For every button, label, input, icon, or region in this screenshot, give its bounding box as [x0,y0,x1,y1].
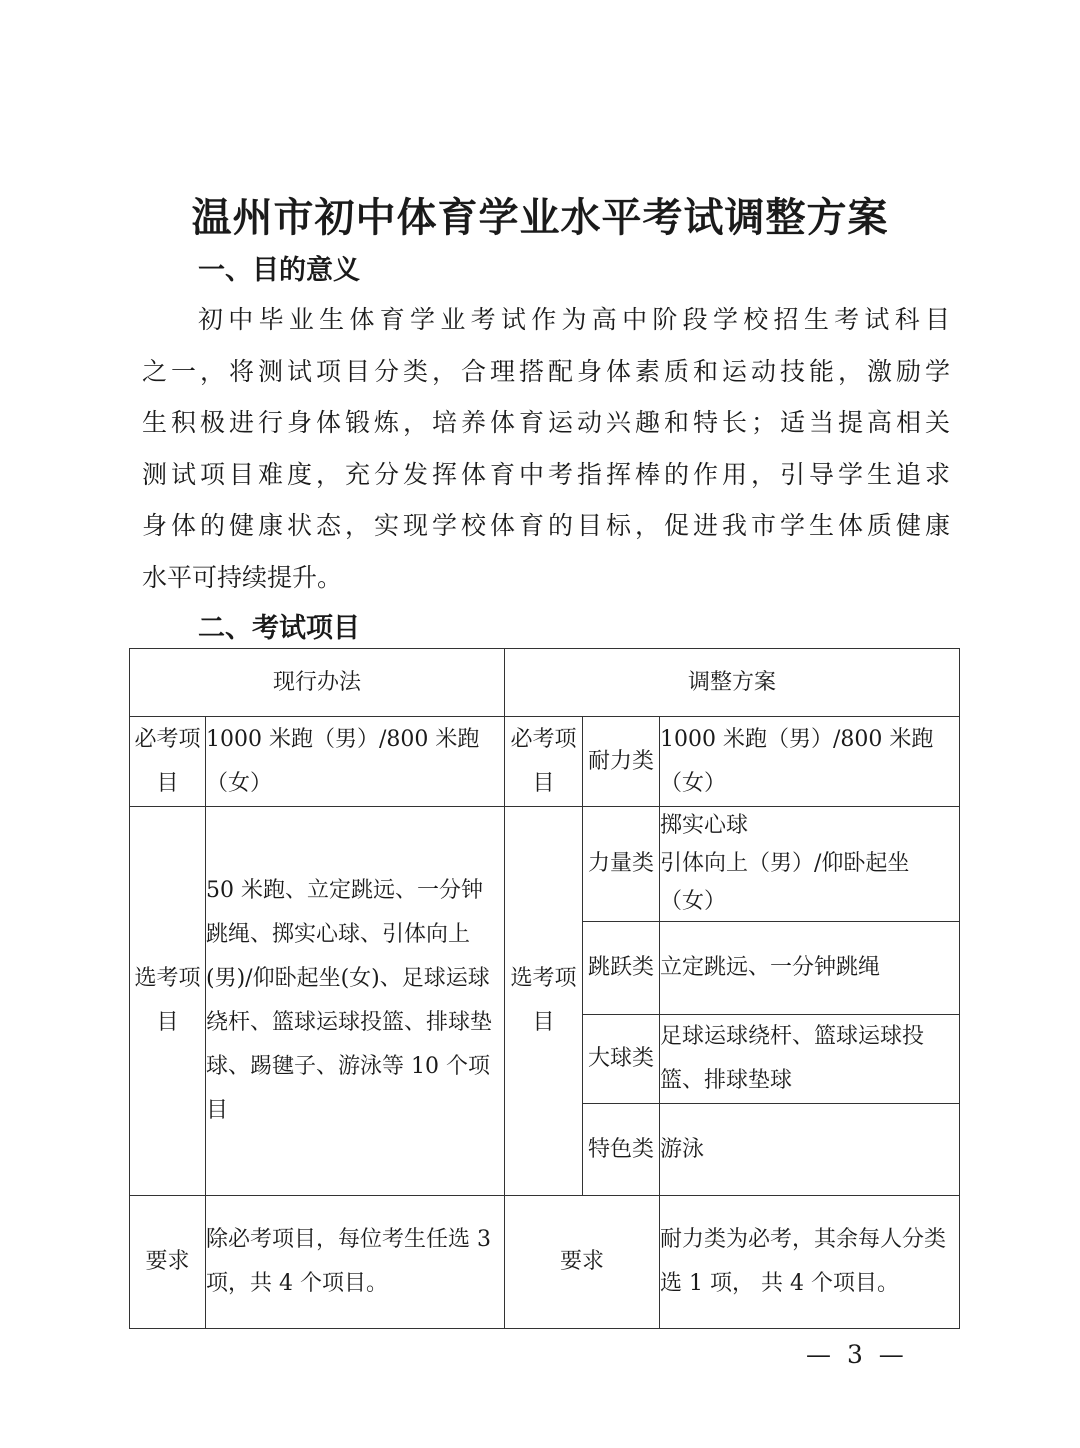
strength-line: 掷实心球 [660,813,749,838]
paragraph-line: 生积极进行身体锻炼，培养体育运动兴趣和特长；适当提高相关 [142,408,950,437]
current-requirement-label: 要求 [130,1196,206,1329]
jump-content: 立定跳远、一分钟跳绳 [660,922,960,1015]
jump-label: 跳跃类 [583,922,660,1015]
section-heading-exam-items: 二、考试项目 [198,613,360,644]
current-elective-label: 选考项目 [130,807,206,1196]
strength-line: 引体向上（男）/仰卧起坐（女） [660,851,910,914]
current-required-content: 1000 米跑（男）/800 米跑（女） [206,717,505,807]
strength-label: 力量类 [583,807,660,922]
strength-content [660,807,960,922]
header-current-method: 现行办法 [130,649,505,717]
endurance-label: 耐力类 [583,717,660,807]
current-required-label: 必考项目 [130,717,206,807]
ball-content: 足球运球绕杆、篮球运球投篮、排球垫球 [660,1015,960,1104]
header-adjusted-plan: 调整方案 [505,649,960,717]
special-content: 游泳 [660,1104,960,1196]
endurance-content: 1000 米跑（男）/800 米跑（女） [660,717,960,807]
document-title: 温州市初中体育学业水平考试调整方案 [191,195,889,241]
paragraph-line: 之一，将测试项目分类，合理搭配身体素质和运动技能，激励学 [142,356,950,386]
ball-label: 大球类 [583,1015,660,1104]
adjusted-requirement-content: 耐力类为必考，其余每人分类选 1 项， 共 4 个项目。 [660,1196,960,1329]
adjusted-elective-label: 选考项目 [505,807,583,1196]
paragraph-line: 身体的健康状态，实现学校体育的目标，促进我市学生体质健康 [142,511,950,540]
adjusted-requirement-label: 要求 [505,1196,660,1329]
special-label: 特色类 [583,1104,660,1196]
section-heading-purpose: 一、目的意义 [198,255,360,286]
paragraph-line: 水平可持续提升。 [142,562,343,592]
current-elective-content: 50 米跑、立定跳远、一分钟跳绳、掷实心球、引体向上(男)/仰卧起坐(女)、足球运球绕杆、篮球运球投篮、排球垫球、踢毽子、游泳等 10 个项目 [206,807,505,1196]
purpose-paragraph [142,294,950,603]
paragraph-line: 初中毕业生体育学业考试作为高中阶段学校招生考试科目 [198,305,950,334]
current-requirement-content: 除必考项目，每位考生任选 3 项，共 4 个项目。 [206,1196,505,1329]
adjusted-required-label: 必考项目 [505,717,583,807]
exam-items-table [129,648,960,1329]
paragraph-line: 测试项目难度，充分发挥体育中考指挥棒的作用，引导学生追求 [142,459,950,489]
page-number: — 3 — [806,1340,908,1369]
